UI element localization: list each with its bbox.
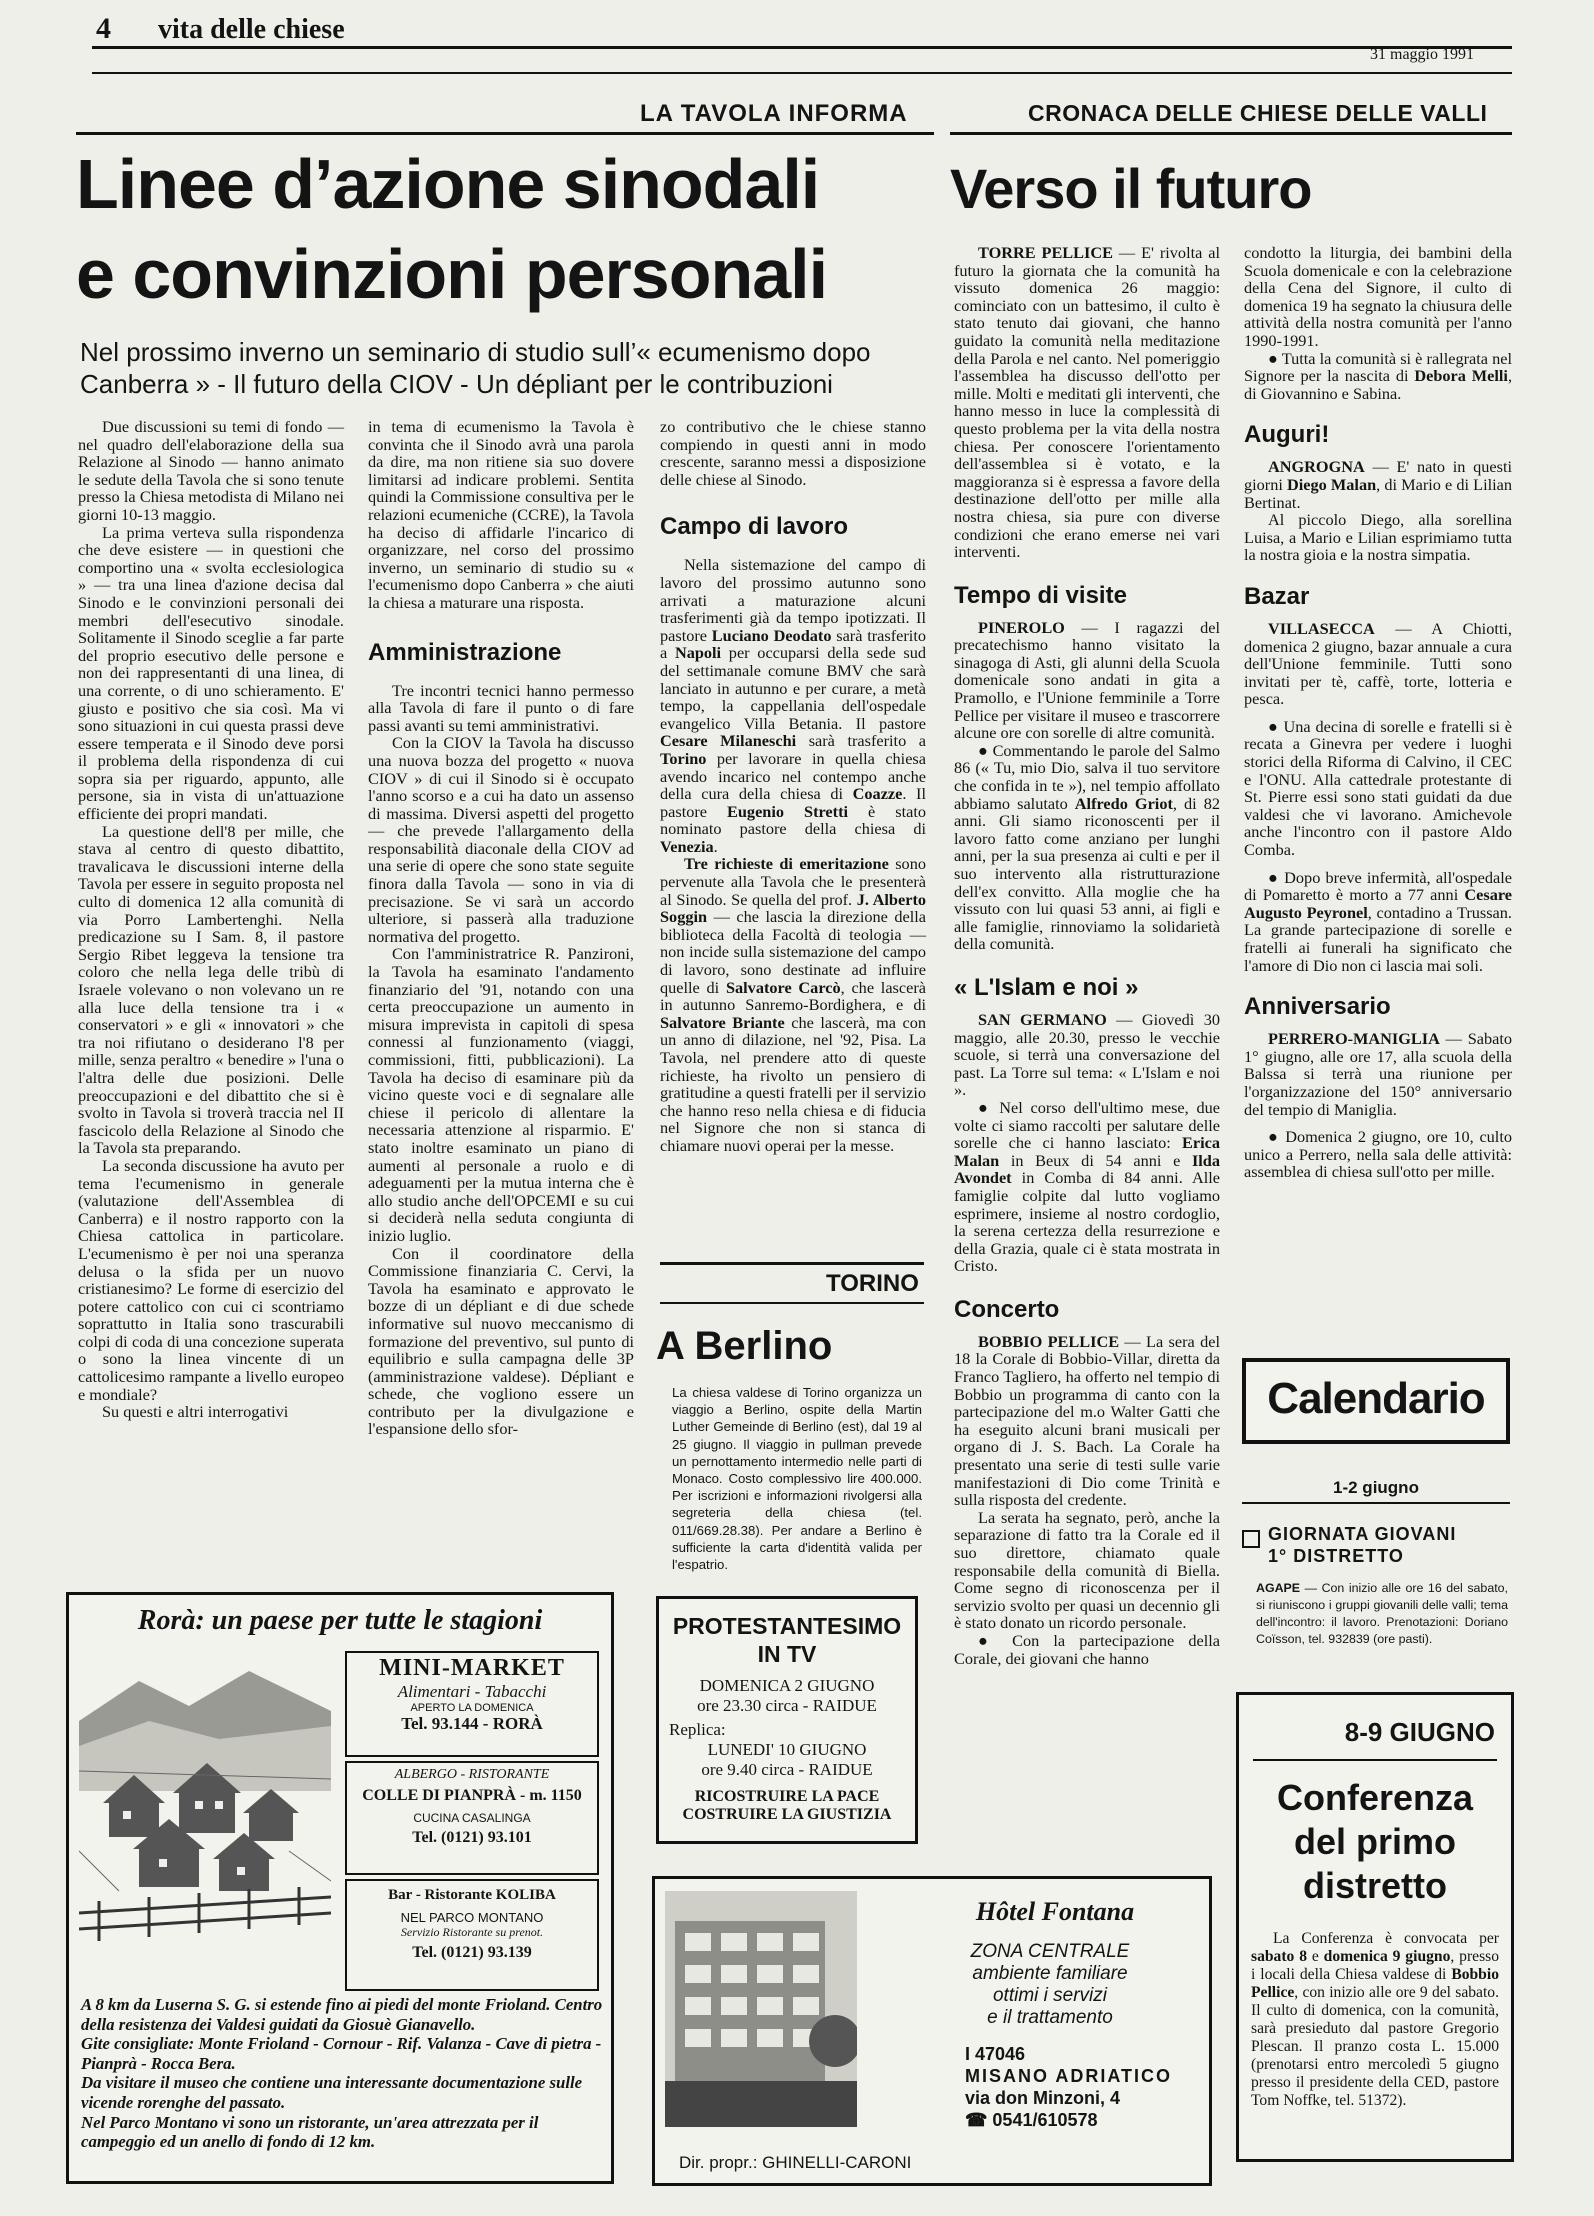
- torino-kicker: TORINO: [826, 1270, 919, 1297]
- hotel-owner: Dir. propr.: GHINELLI-CARONI: [679, 2153, 912, 2172]
- hotel-line6: MISANO ADRIATICO: [965, 2066, 1172, 2086]
- paragraph: ● Nel corso dell'ultimo mese, due volte ci siamo raccolti per salutare delle sorelle che ci hanno lasciato: Erica Malan in Beux di 54 anni e Ilda Avondet in Comba di 84 anni. Alle famiglie colpite dal lutto vogliamo esprimere, insieme al nostro cordoglio, la serena certezza della resurrezione e della Grazia, quale ci è stata mostrata in Cristo.: [954, 1097, 1220, 1276]
- masthead-rule: [92, 46, 1512, 49]
- hotel-tagline: [905, 1941, 1195, 2029]
- issue-date: 31 maggio 1991: [1370, 46, 1474, 63]
- tv-line1: DOMENICA 2 GIUGNO: [699, 1676, 875, 1695]
- section-title: vita delle chiese: [158, 14, 345, 45]
- paragraph: Con il coordinatore della Commissione finanziaria C. Cervi, la Tavola ha esaminato e approvato le bozze di un dépliant e di due schede informative sul nuovo meccanismo di formazione del preventivo, sul punto di equilibrio e sulla campagna delle 3P (amministrazione valdese). Dépliant e schede, che vogliono essere un contributo per la divulgazione e l'espansione dello sfor-: [368, 1243, 634, 1439]
- anniversario-heading: Anniversario: [1244, 993, 1391, 1021]
- bar-name: Bar - Ristorante KOLIBA: [388, 1887, 556, 1903]
- paragraph: ● Con la partecipazione della Corale, dei giovani che hanno: [954, 1630, 1220, 1668]
- tempo-di-visite-heading: Tempo di visite: [954, 581, 1127, 609]
- right-headline: Verso il futuro: [950, 157, 1312, 220]
- conference-rule: [1253, 1759, 1497, 1761]
- calendario-box: [1242, 1358, 1510, 1444]
- hotel-photo: [665, 1891, 857, 2127]
- event1-text: AGAPE — Con inizio alle ore 16 del sabato, si riuniscono i gruppi giovanili delle valli; tema dell'incontro: il lavoro. Prenotazioni: Doriano Coïsson, tel. 932839 (ore pasti).: [1256, 1581, 1508, 1646]
- paragraph: PERRERO-MANIGLIA — Sabato 1° giugno, alle ore 17, alla scuola della Balssa si terrà una riunione per l'organizzazione del 150° anniversario del tempio di Maniglia.: [1244, 1029, 1512, 1119]
- bar-sub: NEL PARCO MONTANO: [400, 1910, 544, 1925]
- event1-checkbox: [1242, 1530, 1260, 1548]
- berlino-text: La chiesa valdese di Torino organizza un viaggio a Berlino, ospite della Martin Luther Gemeinde di Berlino (est), dal 19 al 25 giugno. Il viaggio in pullman prevede un pernottamento intermedio nelle parti di Monaco. Costo complessivo lire 400.000. Per iscrizioni e informazioni rivolgersi alla segreteria della chiesa (tel. 011/669.28.38). Per andare a Berlino è sufficiente la carta d'identità valida per l'espatrio.: [672, 1385, 922, 1573]
- left-kicker: LA TAVOLA INFORMA: [640, 100, 908, 127]
- conference-title-line3: distretto: [1303, 1865, 1447, 1906]
- paragraph: Tre richieste di emeritazione sono pervenute alla Tavola che le presenterà al Sinodo. Se quella del prof. J. Alberto Soggin — che lascia la direzione della biblioteca della Facoltà di teologia — non incide sulla sistemazione del campo di lavoro, sono destinate ad influire quelle di Salvatore Carcò, che lascerà in autunno Sanremo-Bordighera, e di Salvatore Briante che lascerà, ma con un anno di dilazione, nel '92, Pisa. La Tavola, nel prendere atto di queste richieste, ha rivolto un pensiero di gratitudine a questi fratelli per il servizio che hanno reso nella chiesa e di fiducia nel Signore che non si stanca di chiamare nuovi operai per la messe.: [660, 854, 927, 1155]
- calendario-date1: 1-2 giugno: [1333, 1478, 1419, 1497]
- paragraph: Con la CIOV la Tavola ha discusso una nuova bozza del progetto « nuova CIOV » di cui il Sinodo si è occupato l'anno scorso e a cui ha dato un assenso di massima. Diversi aspetti del progetto — che prevede l'allargamento della responsabilità diaconale della CIOV ad una serie di opere che sono state seguite finora dalla Tavola — sono in via di precisazione. Se vi sarà un accordo ulteriore, si passerà alla traduzione normativa del progetto.: [368, 733, 634, 946]
- paragraph: ● Una decina di sorelle e fratelli si è recata a Ginevra per vedere i luoghi storici della Riforma di Calvino, il CEC e l'ONU. Alla cattedrale protestante di St. Pierre essi sono stati guidati da due valdesi che vi lavorano. Amichevole anche l'incontro con il pastore Aldo Comba.: [1244, 716, 1512, 860]
- phone-icon: ☎: [965, 2110, 993, 2130]
- hotel-line7: via don Minzoni, 4: [965, 2088, 1121, 2108]
- berlino-headline: A Berlino: [656, 1324, 833, 1368]
- albergo-type: ALBERGO - RISTORANTE: [394, 1767, 550, 1782]
- village-illustration: [79, 1651, 331, 1941]
- paragraph: TORRE PELLICE — E' rivolta al futuro la giornata che la comunità ha vissuto domenica 26 maggio: cominciato con un battesimo, il culto è stato tenuto dai giovani, che hanno guidato la comunità nella meditazione della Parola e nel canto. Nel pomeriggio l'assemblea ha discusso dell'otto per mille. Molti e meditati gli interventi, che hanno messo in luce la complessità di questo problema per la vita della nostra chiesa. Per conoscere l'orientamento dell'assemblea si è votato, e la maggioranza si è espressa a favore della destinazione dell'otto per mille alla nostra chiesa, sia pure con diverse condizioni che erano emerse nei vari interventi.: [954, 243, 1220, 562]
- hotel-line3: ottimi i servizi: [992, 1985, 1107, 2006]
- islam-heading: « L'Islam e noi »: [954, 973, 1139, 1001]
- conference-box: [1236, 1692, 1514, 2162]
- hotel-ad: [652, 1876, 1212, 2186]
- paragraph: PINEROLO — I ragazzi del precatechismo hanno visitato la sinagoga di Asti, gli alunni della Scuola domenicale sono andati in gita a Pramollo, e l'Unione femminile a Torre Pellice per visitare il museo e trascorrere alcune ore con sorelle di altre comunità.: [954, 617, 1220, 743]
- main-deck: Nel prossimo inverno un seminario di studio sull’« ecumenismo dopo Canberra » - Il futuro della CIOV - Un dépliant per le contribuzioni: [80, 337, 871, 399]
- torino-rule: [660, 1262, 924, 1265]
- paragraph: ● Dopo breve infermità, all'ospedale di Pomaretto è morto a 77 anni Cesare Augusto Peyronel, contadino a Trussan. La grande partecipazione di sorelle e fratelli ai funerali ha significato che l'amore di Dio non ci lascia mai soli.: [1244, 867, 1512, 975]
- article-column-2: [368, 418, 634, 1438]
- tv-line4: ore 9.40 circa - RAIDUE: [701, 1760, 873, 1779]
- amministrazione-heading: Amministrazione: [368, 638, 562, 666]
- tv-line5: RICOSTRUIRE LA PACE: [694, 1788, 880, 1805]
- right-kicker-rule: [950, 132, 1512, 135]
- hotel-line5: I 47046: [965, 2044, 1026, 2064]
- left-kicker-rule: [76, 132, 934, 135]
- rora-ad-title: Rorà: un paese per tutte le stagioni: [137, 1605, 543, 1636]
- paragraph: La serata ha segnato, però, anche la separazione di fatto tra la Corale ed il suo direttore, chiamato quale responsabile della comunità di Biella. Come segno di riconoscenza per il servizio svolto per quasi un decennio gli è stato donato un ricordo personale.: [954, 1507, 1220, 1633]
- tv-line2: ore 23.30 circa - RAIDUE: [697, 1696, 877, 1715]
- torino-rule-2: [660, 1302, 924, 1304]
- minimarket-tel: Tel. 93.144 - RORÀ: [401, 1714, 543, 1733]
- calendario-title: Calendario: [1267, 1374, 1485, 1423]
- tv-replica: Replica:: [669, 1720, 726, 1739]
- right-kicker: CRONACA DELLE CHIESE DELLE VALLI: [1028, 100, 1488, 126]
- tv-line6: COSTRUIRE LA GIUSTIZIA: [682, 1806, 892, 1823]
- paragraph: BOBBIO PELLICE — La sera del 18 la Corale di Bobbio-Villar, diretta da Franco Tagliero, ha offerto nel tempio di Bobbio un programma di canto con la partecipazione del m.o Walter Gatti che ha eseguito alcuni brani musicali per organo di J. S. Bach. La Corale ha presentato una serie di testi sulle varie manifestazioni di Dio come Trinità e sulla risposta del credente.: [954, 1331, 1220, 1510]
- concerto-heading: Concerto: [954, 1295, 1060, 1323]
- bar-box: [345, 1879, 599, 1991]
- conference-title-line2: del primo: [1293, 1821, 1457, 1862]
- conference-date: 8-9 GIUGNO: [1344, 1717, 1495, 1747]
- paragraph: in tema di ecumenismo la Tavola è convinta che il Sinodo avrà una parola da dire, ma non ritiene sia suo dovere limitarsi ad indicare problemi. Sentita quindi la Commissione consultiva per le relazioni ecumeniche (CCRE), la Tavola ha deciso di affidarle l'incarico di organizzare, nel corso del prossimo inverno, un seminario di studio su « l'ecumenismo dopo Canberra » che aiuti la chiesa a maturare una risposta.: [368, 417, 634, 612]
- conference-text: La Conferenza è convocata per sabato 8 e domenica 9 giugno, presso i locali della Chiesa valdese di Bobbio Pellice, con inizio alle ore 9 del sabato. Il culto di domenica, con la comunità, sarà presieduto dal pastore Gregorio Plescan. Il pranzo costa L. 15.000 (prenotarsi entro mercoledì 5 giugno presso il presidente della CED, pastore Tom Noffke, tel. 51372).: [1251, 1930, 1500, 2109]
- paragraph: La questione dell'8 per mille, che stava al centro di questo dibattito, travalicava le discussioni interne della Tavola per essere in seguito proposta nel culto di domenica 12 alla comunità di via Porro Lambertenghi. Nella predicazione su I Sam. 8, il pastore Sergio Ribet leggeva la tensione tra coloro che nella lega delle tribù di Israele volevano o non volevano un re alla luce della tensione tra i « conservatori » e gli « innovatori » che tra noi rifiutano o desiderano l'8 per mille, senza peraltro « benedire » l'una o l'altra delle due posizioni. Delle preoccupazioni e del dibattito che si è svolto in Tavola si troverà traccia nel II fascicolo della Relazione al Sinodo che la Tavola sta preparando.: [78, 821, 344, 1158]
- article-column-1: [78, 418, 344, 1421]
- rora-text-line: A 8 km da Luserna S. G. si estende fino ai piedi del monte Frioland. Centro della resistenza dei Valdesi guidati da Giosuè Gianavello.: [81, 1995, 603, 2034]
- conference-title-line1: Conferenza: [1276, 1777, 1474, 1818]
- rora-text-line: Nel Parco Montano vi sono un ristorante, un'area attrezzata per il campeggio ed un anello di fondo di 12 km.: [81, 2112, 539, 2152]
- paragraph: La prima verteva sulla rispondenza che deve esistere — in questioni che comportino una « svolta ecclesiologica » — tra una linea d'azione decisa dal Sinodo e le convinzioni personali dei membri dell'esecutivo sinodale. Solitamente il Sinodo sceglie a far parte del proprio esecutivo delle persone e non dei rappresentanti di una linea, di una corrente, o di uno schieramento. E' giusto e positivo che sia così. Ma vi sono situazioni in cui questa prassi deve essere temperata e il Sinodo deve porsi il problema della rispondenza di cui sopra sia per riguardo, appunto, alle persone, sia in vista di un'attuazione efficiente dei propri mandati.: [78, 522, 344, 824]
- hotel-line4: e il trattamento: [987, 2007, 1113, 2028]
- chronicle-column-a: [954, 244, 1220, 1667]
- page-number: 4: [96, 12, 111, 45]
- paragraph: ANGROGNA — E' nato in questi giorni Diego Malan, di Mario e di Lilian Bertinat.: [1244, 457, 1513, 512]
- paragraph: SAN GERMANO — Giovedì 30 maggio, alle 20.30, presso le vecchie scuole, si terrà una conversazione del past. La Torre sul tema: « L'Islam e noi ».: [954, 1009, 1220, 1100]
- minimarket-box: [345, 1651, 599, 1757]
- tv-title-line2: IN TV: [757, 1641, 817, 1667]
- tv-title-line1: PROTESTANTESIMO: [672, 1613, 902, 1639]
- main-headline-line1: Linee d’azione sinodali: [76, 145, 820, 223]
- rora-text-line: Da visitare il museo che contiene una interessante documentazione sulle vicende rorenghe del passato.: [81, 2073, 583, 2112]
- chronicle-column-b: [1244, 244, 1512, 1181]
- hotel-line2: ambiente familiare: [972, 1963, 1128, 1984]
- albergo-sub: CUCINA CASALINGA: [413, 1811, 531, 1825]
- paragraph: ● Tutta la comunità si è rallegrata nel Signore per la nascita di Debora Melli, di Giovannino e Sabina.: [1244, 348, 1513, 403]
- paragraph: Due discussioni su temi di fondo — nel quadro dell'elaborazione della sua Relazione al Sinodo — hanno animato le sedute della Tavola che si sono tenute presso la Chiesa metodista di Milano nei giorni 10-13 maggio.: [78, 417, 344, 524]
- minimarket-name: MINI-MARKET: [379, 1655, 565, 1681]
- paragraph: Su questi e altri interrogativi: [102, 1402, 289, 1422]
- paragraph: Al piccolo Diego, alla sorellina Luisa, a Mario e Lilian esprimiamo tutta la nostra gioia e la nostra simpatia.: [1244, 510, 1512, 565]
- main-headline-line2: e convinzioni personali: [76, 235, 828, 313]
- paragraph: Con l'amministratrice R. Panzironi, la Tavola ha esaminato l'andamento finanziario del '91, notando con una certa preoccupazione un aumento in misura imprevista in capitoli di spesa connessi al funzionamento (viaggi, commissioni, fitti, pubblicazioni). La Tavola ha deciso di esaminare più da vicino queste voci e di segnalare alle chiese il pericolo di allentare la necessaria attenzione al risparmio. E' stato inoltre esaminato un piano di aumenti al personale a ruolo e di adeguamenti per la mutua interna che è allo studio anche dell'OPCEMI e su cui si deciderà nella seduta congiunta di inizio luglio.: [368, 944, 634, 1245]
- paragraph: Tre incontri tecnici hanno permesso alla Tavola di fare il punto o di fare passi avanti su temi amministrativi.: [368, 680, 634, 735]
- bazar-heading: Bazar: [1244, 582, 1310, 610]
- hotel-line1: ZONA CENTRALE: [970, 1941, 1130, 1962]
- tv-box: [656, 1596, 918, 1844]
- paragraph: VILLASECCA — A Chiotti, domenica 2 giugno, bazar annuale a cura dell'Unione femminile. Tutti sono invitati per tè, caffè, torte, lotteria e pesca.: [1244, 618, 1512, 709]
- paragraph: Nella sistemazione del campo di lavoro del prossimo autunno sono arrivati a maturazione alcuni trasferimenti già da tempo ipotizzati. Il pastore Luciano Deodato sarà trasferito a Napoli per occuparsi della sede sud del settimanale comune BMV che sarà lanciato in autunno e per curare, a metà tempo, la cappellania dell'ospedale evangelico Villa Betania. Il pastore Cesare Milaneschi sarà trasferito a Torino per lavorare in quella chiesa avendo incarico nel contempo anche della cura della chiesa di Coazze. Il pastore Eugenio Stretti è stato nominato pastore della chiesa di Venezia.: [660, 555, 926, 856]
- bar-sub2: Servizio Ristorante su prenot.: [400, 1925, 544, 1939]
- auguri-heading: Auguri!: [1244, 421, 1330, 449]
- rora-text-line: Gite consigliate: Monte Frioland - Cornour - Rif. Valanza - Cave di pietra - Pianprà - Rocca Bera.: [81, 2034, 602, 2073]
- event1-title-line2: 1° DISTRETTO: [1268, 1546, 1404, 1566]
- paragraph: zo contributivo che le chiese stanno compiendo in questi anni in modo crescente, saranno messi a disposizione delle chiese al Sinodo.: [660, 417, 926, 489]
- minimarket-sub: Alimentari - Tabacchi: [397, 1682, 547, 1701]
- campo-di-lavoro-heading: Campo di lavoro: [660, 513, 849, 541]
- calendario-rule: [1242, 1502, 1510, 1504]
- albergo-box: [345, 1761, 599, 1875]
- hotel-phone: 0541/610578: [992, 2110, 1098, 2130]
- rora-ad: [66, 1592, 614, 2184]
- paragraph: ● Commentando le parole del Salmo 86 (« Tu, mio Dio, salva il tuo servitore che confida in te »), nel tempio affollato abbiamo salutato Alfredo Griot, di 82 anni. Gli siamo riconoscenti per il lavoro fatto come anziano per lunghi anni, per la sua presenza ai culti e per il suo intervento alla ristrutturazione dell'ex convitto. Alla moglie che ha vissuto con lui quasi 53 anni, ai figli e alle famiglie, rinnoviamo la solidarietà della comunità.: [954, 740, 1220, 954]
- tv-line3: LUNEDI' 10 GIUGNO: [707, 1740, 867, 1759]
- bar-tel: Tel. (0121) 93.139: [412, 1944, 532, 1961]
- albergo-tel: Tel. (0121) 93.101: [412, 1829, 532, 1846]
- hotel-name: Hôtel Fontana: [975, 1897, 1135, 1926]
- paragraph: La seconda discussione ha avuto per tema l'ecumenismo in generale (valutazione dell'Assemblea di Canberra) e il nostro rapporto con la Chiesa cattolica in particolare. L'ecumenismo è per noi una speranza delusa o la sfida per un nuovo cristianesimo? Le forme di esercizio del potere cattolico con cui ci scontriamo soprattutto in Italia sono trascurabili colpi di coda di una concezione superata o sono la linea vincente di un cattolicesimo rampante a livello europeo e mondiale?: [78, 1155, 344, 1404]
- rora-description: [81, 1995, 605, 2152]
- hotel-address: [965, 2043, 1172, 2131]
- paragraph: ● Domenica 2 giugno, ore 10, culto unico a Perrero, nella sala delle attività: assemblea di chiesa sull'otto per mille.: [1244, 1127, 1512, 1182]
- paragraph: condotto la liturgia, dei bambini della Scuola domenicale e con la celebrazione della Cena del Signore, il culto di domenica 19 ha segnato la chiusura delle attività della nostra comunità per l'anno 1990-1991.: [1244, 243, 1512, 350]
- article-column-3: [660, 418, 926, 1155]
- event1-title-line1: GIORNATA GIOVANI: [1268, 1524, 1457, 1544]
- masthead-rule-2: [92, 72, 1512, 74]
- albergo-name: COLLE DI PIANPRÀ - m. 1150: [362, 1787, 582, 1804]
- minimarket-open: APERTO LA DOMENICA: [410, 1702, 534, 1714]
